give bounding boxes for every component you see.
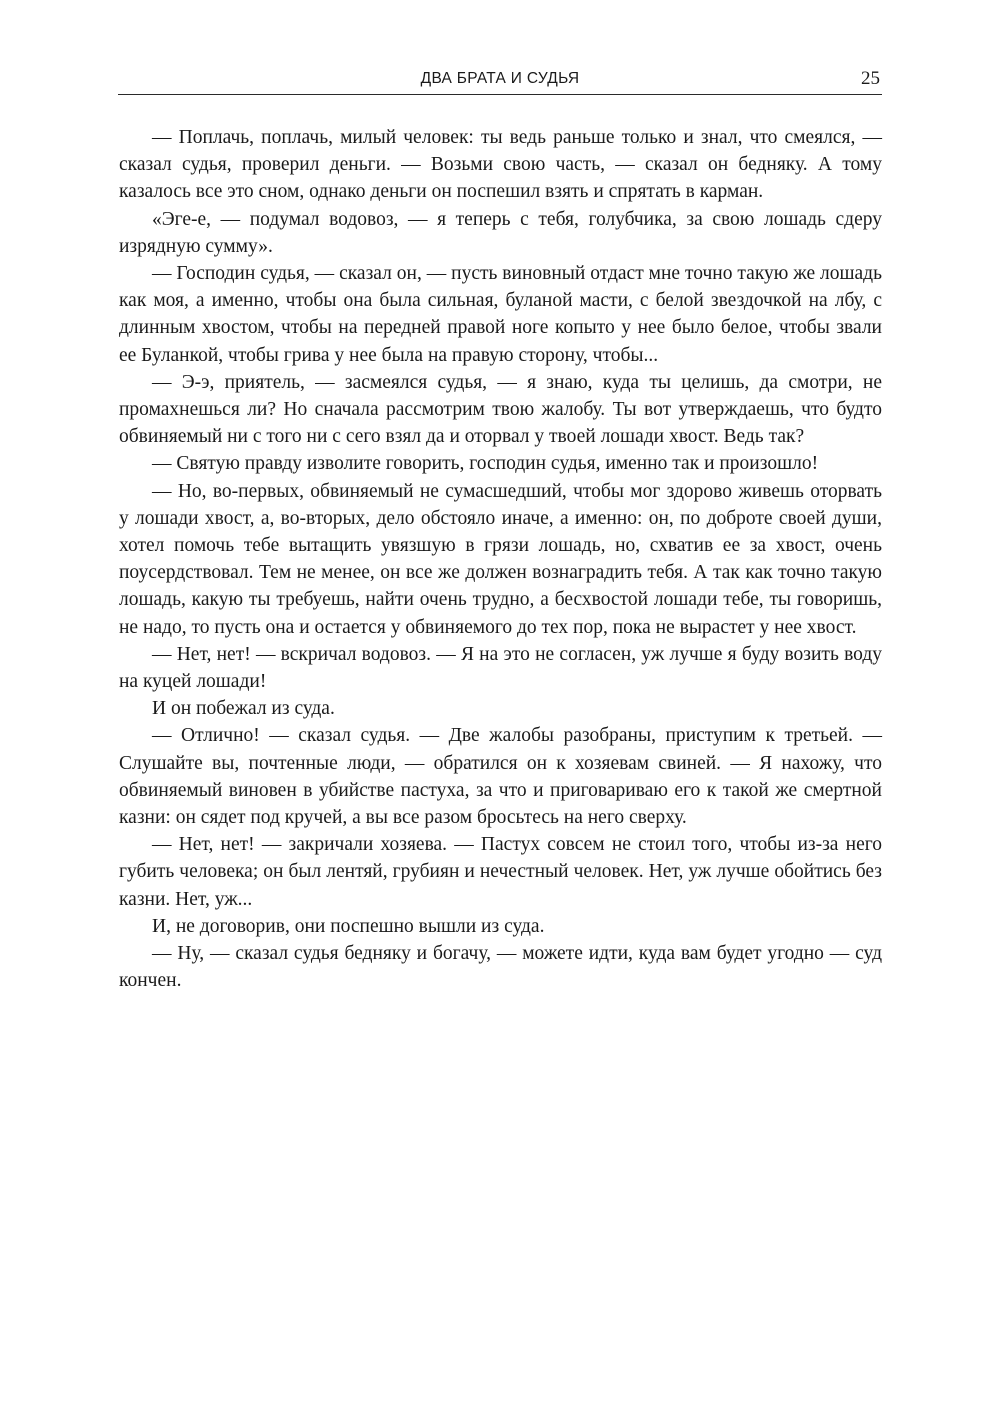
page-number: 25 bbox=[861, 68, 880, 89]
paragraph: И он побежал из суда. bbox=[152, 698, 335, 720]
paragraph: — Ну, — сказал судья бедняку и богачу, — можете идти, куда вам будет угодно — суд кончен. bbox=[119, 943, 882, 992]
paragraph: — Нет, нет! — закричали хозяева. — Пастух совсем не стоил того, чтобы из-за него губить человека; он был лентяй, грубиян и нечестный человек. Нет, уж лучше обойтись без казни. Нет, уж... bbox=[119, 834, 882, 910]
paragraph: — Господин судья, — сказал он, — пусть виновный отдаст мне точно такую же лошадь как моя, а именно, чтобы она была сильная, буланой масти, с белой звездочкой на лбу, с длинным хвостом, чтобы на передней правой ноге копыто у нее было белое, чтобы звали ее Буланкой, чтобы грива у нее была на правую сторону, чтобы... bbox=[119, 263, 882, 366]
paragraph: — Отлично! — сказал судья. — Две жалобы разобраны, приступим к третьей. — Слушайте вы, почтенные люди, — обратился он к хозяевам свиней. — Я нахожу, что обвиняемый виновен в убийстве пастуха, за что и приговариваю его к такой же смертной казни: он сядет под кручей, а вы все разом бросьтесь на него сверху. bbox=[119, 725, 882, 829]
paragraph: — Нет, нет! — вскричал водовоз. — Я на это не согласен, уж лучше я буду возить воду на куцей лошади! bbox=[119, 643, 882, 693]
body-text bbox=[119, 124, 882, 995]
paragraph: — Э-э, приятель, — засмеялся судья, — я знаю, куда ты целишь, да смотри, не промахнешься ли? Но сначала рассмотрим твою жалобу. Ты вот утверждаешь, что будто обвиняемый ни с того ни с сего взял да и оторвал у твоей лошади хвост. Ведь так? bbox=[119, 371, 882, 448]
chapter-title: ДВА БРАТА И СУДЬЯ bbox=[420, 70, 580, 87]
paragraph: И, не договорив, они поспешно вышли из суда. bbox=[152, 915, 545, 937]
paragraph: «Эге-е, — подумал водовоз, — я теперь с тебя, голубчика, за свою лошадь сдеру изрядную сумму». bbox=[119, 208, 882, 257]
running-header bbox=[118, 66, 882, 95]
paragraph: — Но, во-первых, обвиняемый не сумасшедший, чтобы мог здорово живешь оторвать у лошади хвост, а, во-вторых, дело обстояло иначе, а именно: он, по доброте своей души, хотел помочь тебе вытащить увязшую в грязи лошадь, но, схватив ее за хвост, очень поусердствовал. Тем не менее, он все же должен вознаградить тебя. А так как точно такую лошадь, какую ты требуешь, найти очень трудно, а бесхвостой лошади тебе, ты говоришь, не надо, то пусть она и остается у обвиняемого до тех пор, пока не вырастет у нее хвост. bbox=[119, 480, 882, 638]
paragraph: — Поплачь, поплачь, милый человек: ты ведь раньше только и знал, что смеялся, — сказал судья, проверил деньги. — Возьми свою часть, — сказал он бедняку. А тому казалось все это сном, однако деньги он поспешил взять и спрятать в карман. bbox=[119, 127, 882, 203]
paragraph: — Святую правду изволите говорить, господин судья, именно так и произошло! bbox=[152, 453, 819, 475]
